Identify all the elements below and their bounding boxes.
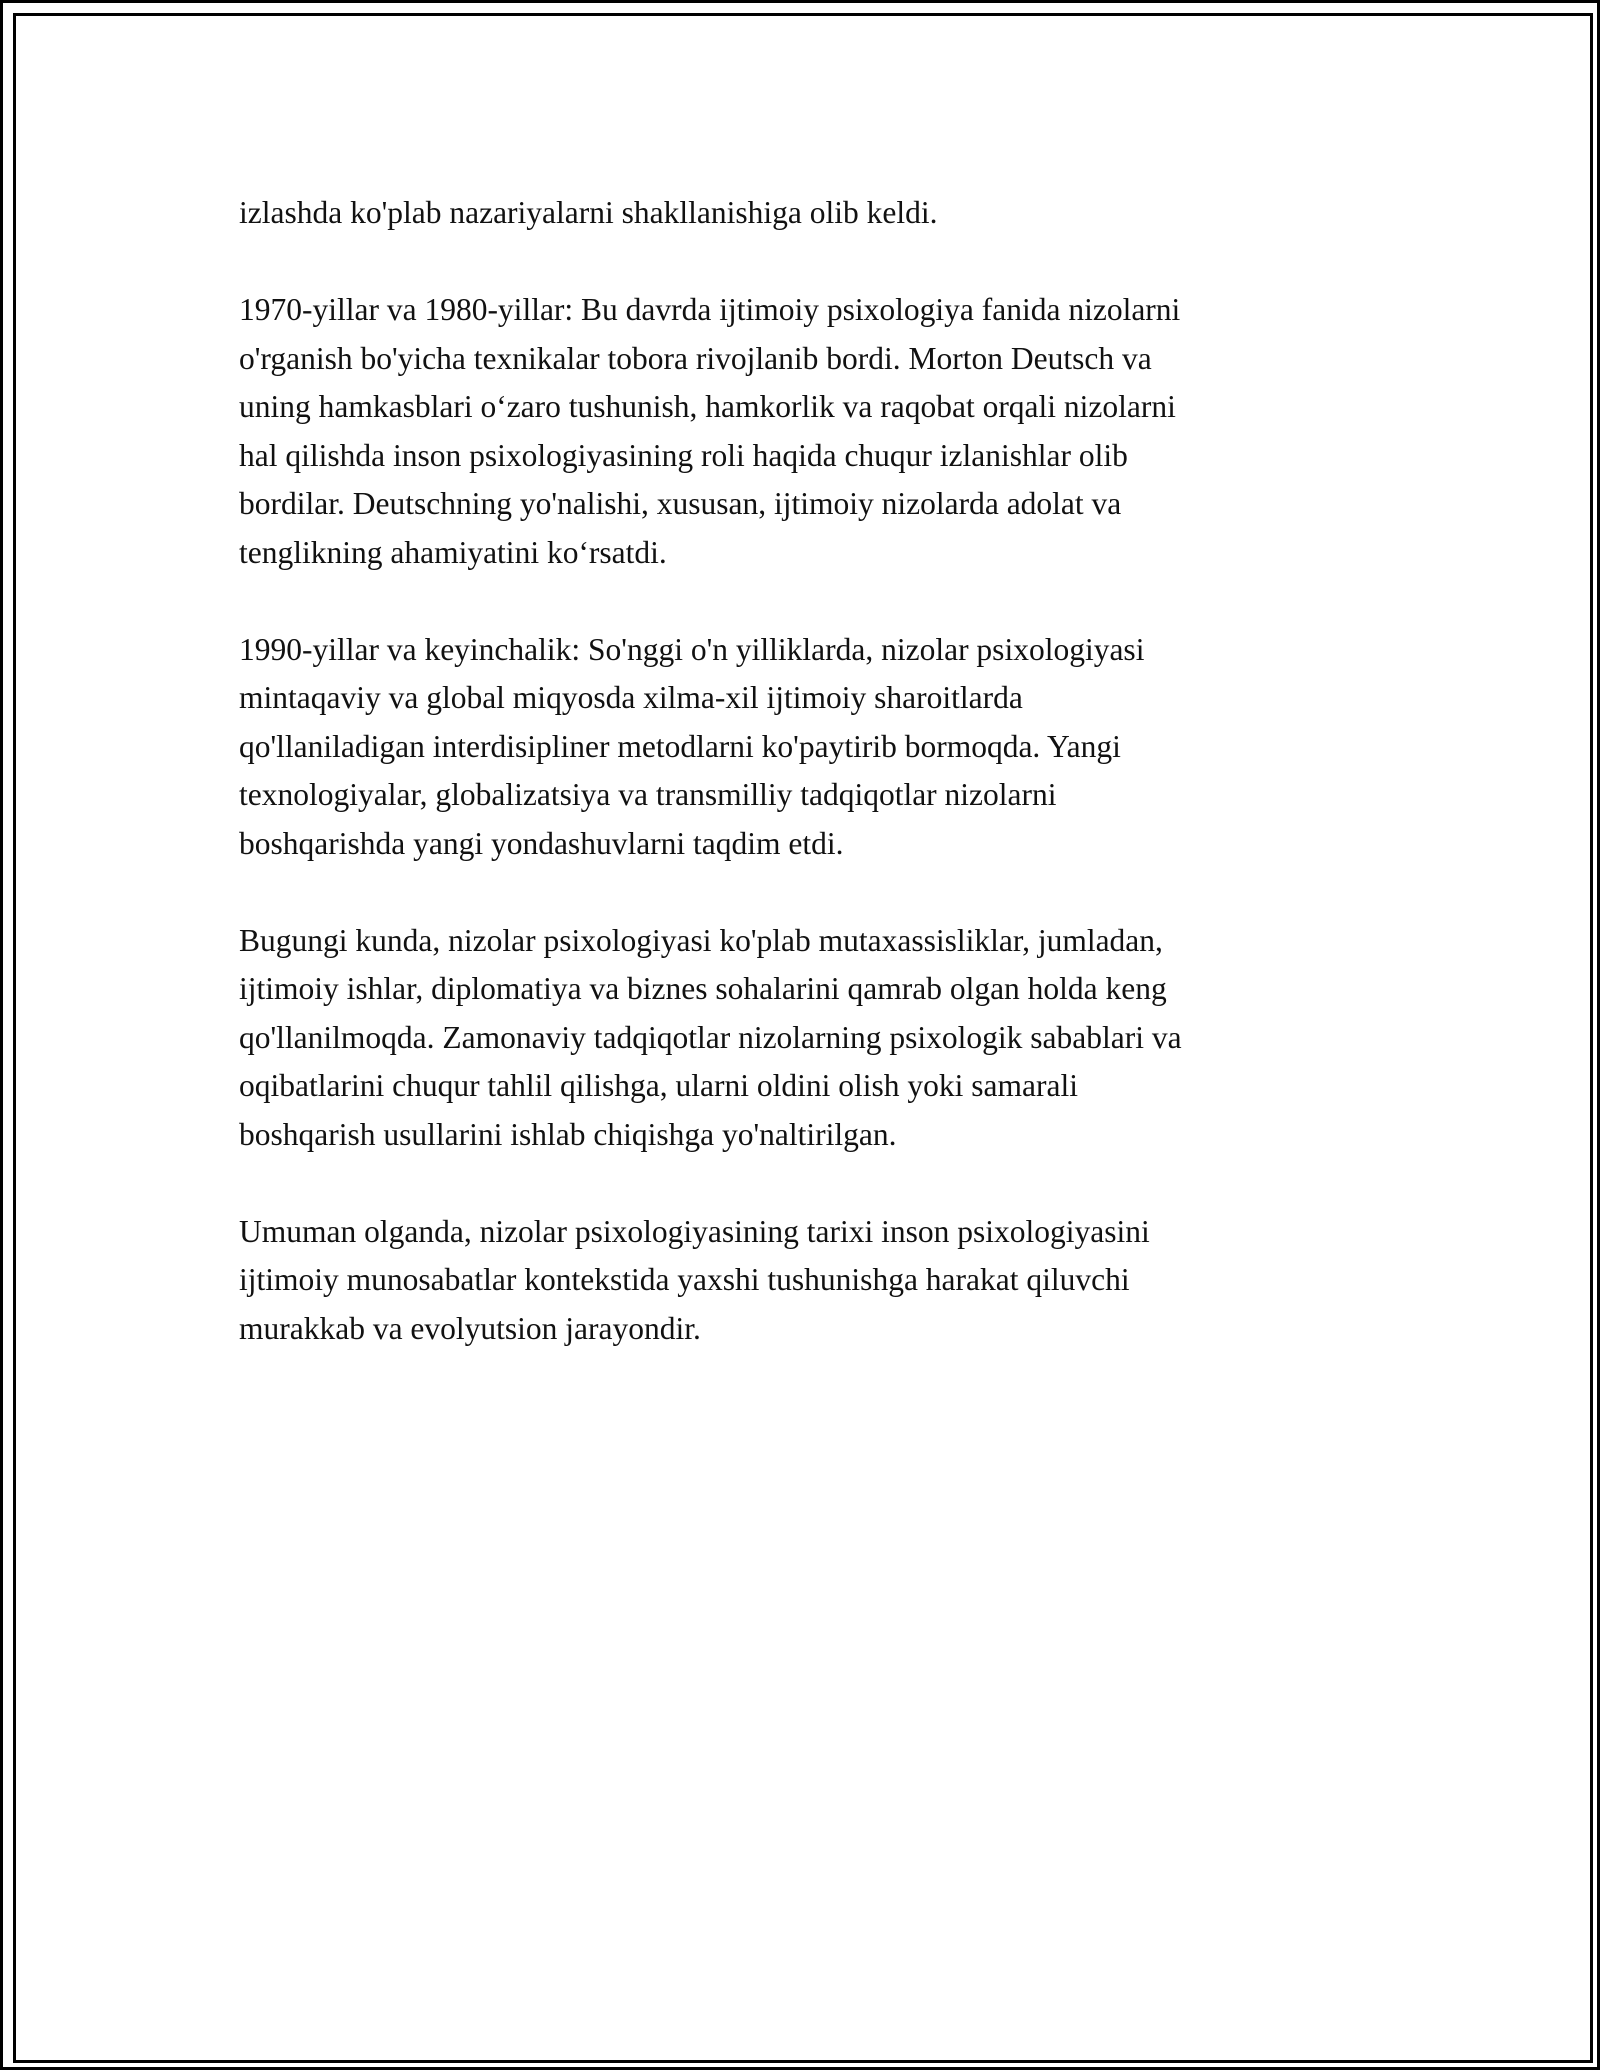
paragraph-conclusion: Umuman olganda, nizolar psixologiyasining tarixi inson psixologiyasini ijtimoiy munosabatlar kontekstida yaxshi tushunishga harakat qiluvchi murakkab va evolyutsion jarayondir. bbox=[239, 1213, 1150, 1346]
paragraph-today: Bugungi kunda, nizolar psixologiyasi ko'plab mutaxassisliklar, jumladan, ijtimoiy ishlar, diplomatiya va biznes sohalarini qamrab olgan holda keng qo'llanilmoqda. Zamonaviy tadqiqotlar nizolarning psixologik sabablari va oqibatlarini chuqur tahlil qilishga, ularni oldini olish yoki samarali boshqarish usullarini ishlab chiqishga yo'naltirilgan. bbox=[239, 922, 1182, 1152]
document-body bbox=[239, 189, 1419, 1402]
paragraph-1990s-onward: 1990-yillar va keyinchalik: So'nggi o'n yilliklarda, nizolar psixologiyasi mintaqaviy va global miqyosda xilma-xil ijtimoiy sharoitlarda qo'llaniladigan interdisipliner metodlarni ko'paytirib bormoqda. Yangi texnologiyalar, globalizatsiya va transmilliy tadqiqotlar nizolarni boshqarishda yangi yondashuvlarni taqdim etdi. bbox=[239, 631, 1145, 861]
paragraph-continuation: izlashda ko'plab nazariyalarni shakllanishiga olib keldi. bbox=[239, 195, 938, 230]
paragraph-1970s-1980s: 1970-yillar va 1980-yillar: Bu davrda ijtimoiy psixologiya fanida nizolarni o'rganish bo'yicha texnikalar tobora rivojlanib bordi. Morton Deutsch va uning hamkasblari o‘zaro tushunish, hamkorlik va raqobat orqali nizolarni hal qilishda inson psixologiyasining roli haqida chuqur izlanishlar olib bordilar. Deutschning yo'nalishi, xususan, ijtimoiy nizolarda adolat va tenglikning ahamiyatini ko‘rsatdi. bbox=[239, 292, 1181, 570]
